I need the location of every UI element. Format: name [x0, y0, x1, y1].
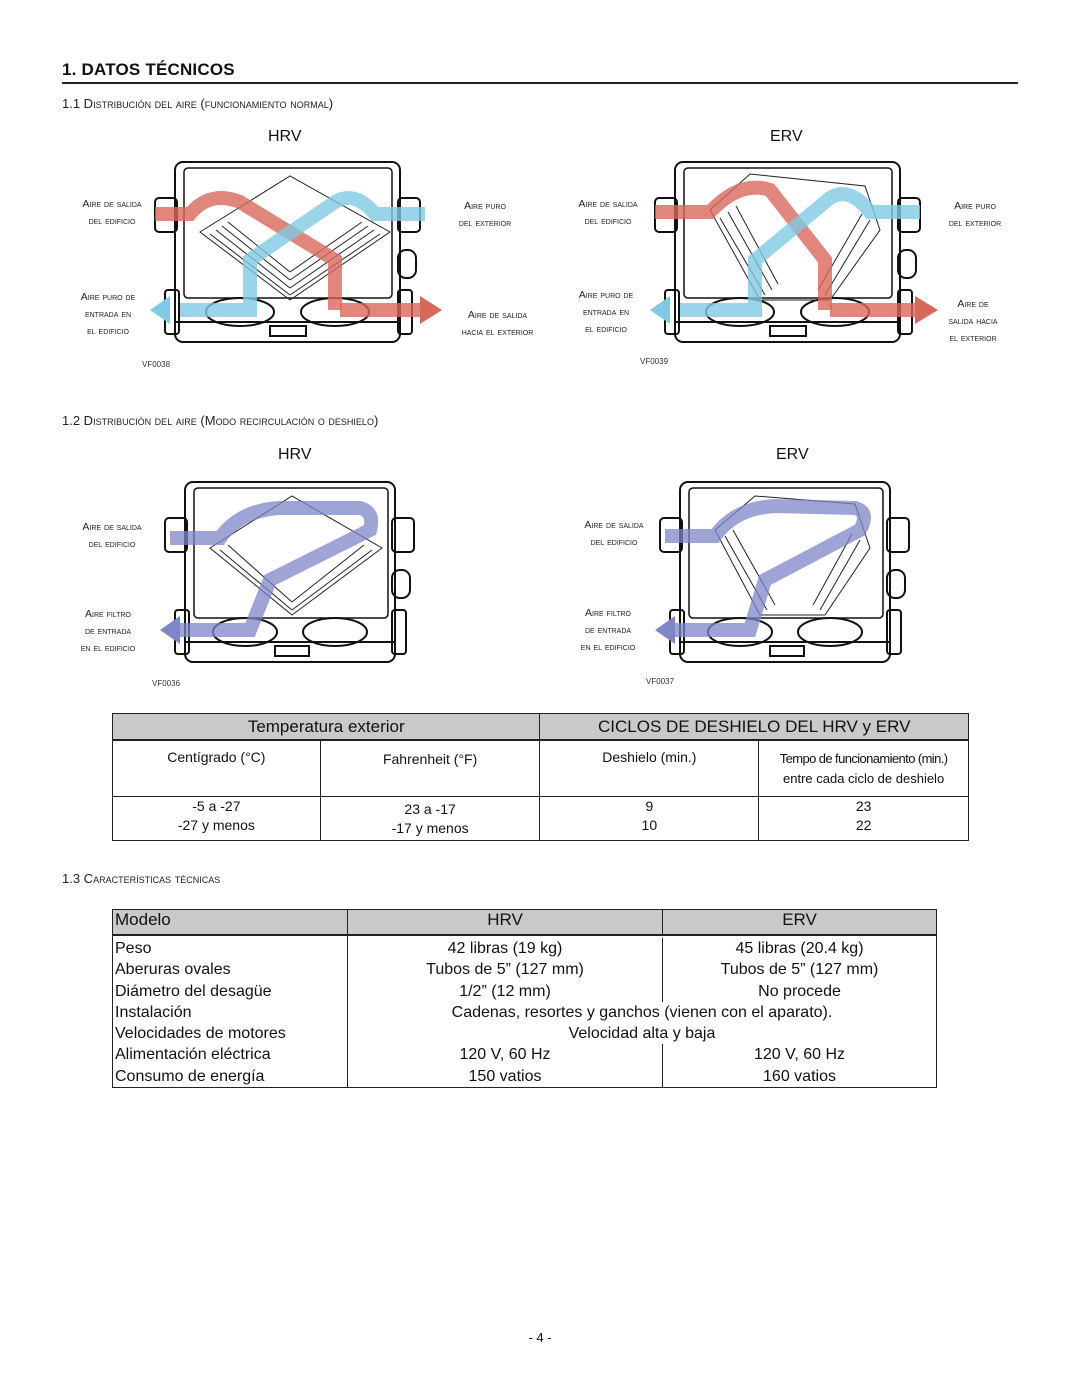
hrv-recirc-stale-out-label: Aire de salida del edificio — [82, 521, 142, 550]
erv-values: 45 libras (20.4 kg) Tubos de 5” (127 mm) No procede — [662, 938, 936, 1002]
erv-normal-exhaust-label: Aire de salida hacia el exterior — [948, 298, 998, 344]
installation-value: Cadenas, resortes y ganchos (vienen con el aparato). — [451, 1003, 833, 1021]
hrv-recirc-diagram — [160, 470, 425, 680]
erv-normal-stale-out-label: Aire de salida del edificio — [578, 198, 638, 227]
erv-recirc-stale-out-label: Aire de salida del edificio — [584, 519, 644, 548]
defrost-table — [112, 713, 969, 841]
fahrenheit-cell: 23 a -17 -17 y menos — [320, 797, 540, 841]
erv-normal-fresh-supply-label: Aire puro de entrada en el edificio — [578, 289, 634, 335]
col-defrost-min: Deshielo (min.) — [540, 740, 759, 797]
erv-normal-code: VF0039 — [640, 357, 669, 366]
spec-labels: Peso Aberuras ovales Diámetro del desagüe Instalación Velocidades de motores Alimentación eléctrica Consumo de energía — [113, 935, 348, 1088]
motor-speeds-value: Velocidad alta y baja — [568, 1025, 716, 1043]
hrv-values: 42 libras (19 kg) Tubos de 5” (127 mm) 1/2” (12 mm) — [426, 940, 584, 1000]
section-1-3-title: 1.3 Características técnicas — [62, 871, 221, 886]
outside-temp-header: Temperatura exterior — [113, 714, 540, 741]
erv-recirc-filtered-label: Aire filtro de entrada en el edificio — [580, 607, 636, 653]
defrost-cycles-header: CICLOS DE DESHIELO DEL HRV y ERV — [540, 714, 969, 741]
defrost-min-cell: 9 10 — [540, 797, 759, 841]
heading-rule — [62, 82, 1018, 84]
recirc-erv-title: ERV — [776, 446, 809, 463]
hrv-normal-stale-out-label: Aire de salida del edificio — [82, 198, 142, 227]
erv-normal-fresh-in-label: Aire puro del exterior — [948, 200, 1002, 229]
col-fahrenheit: Fahrenheit (°F) — [320, 740, 540, 797]
hrv-header: HRV — [348, 910, 663, 936]
col-run-time: Tempo de funcionamiento (min.) entre cada ciclo de deshielo — [759, 740, 969, 797]
erv-values-lower: 120 V, 60 Hz 160 vatios — [662, 1044, 936, 1087]
erv-normal-diagram — [650, 150, 940, 360]
hrv-normal-exhaust-label: Aire de salida hacia el exterior — [461, 309, 534, 338]
normal-hrv-title: HRV — [268, 128, 302, 145]
section-1-1-title: 1.1 Distribución del aire (funcionamiento normal) — [62, 96, 334, 111]
hrv-normal-fresh-in-label: Aire puro del exterior — [458, 200, 512, 229]
erv-header: ERV — [663, 910, 937, 936]
section-1-2-title: 1.2 Distribución del aire (Modo recirculación o deshielo) — [62, 413, 379, 428]
hrv-normal-diagram — [150, 150, 445, 360]
hrv-values-lower: 120 V, 60 Hz 150 vatios — [459, 1046, 551, 1085]
spec-table — [112, 909, 937, 1088]
page-number: - 4 - — [528, 1330, 552, 1345]
erv-recirc-diagram — [655, 470, 920, 680]
hrv-recirc-filtered-label: Aire filtro de entrada en el edificio — [80, 608, 136, 654]
run-time-cell: 23 22 — [759, 797, 969, 841]
col-celsius: Centígrado (°C) — [113, 740, 321, 797]
erv-recirc-code: VF0037 — [646, 677, 675, 686]
spec-values — [348, 935, 937, 1088]
page-heading: 1. DATOS TÉCNICOS — [62, 60, 235, 79]
hrv-normal-fresh-supply-label: Aire puro de entrada en el edificio — [80, 291, 136, 337]
hrv-recirc-code: VF0036 — [152, 679, 181, 688]
recirc-hrv-title: HRV — [278, 446, 312, 463]
normal-erv-title: ERV — [770, 128, 803, 145]
celsius-cell: -5 a -27 -27 y menos — [113, 797, 321, 841]
model-header: Modelo — [113, 910, 348, 936]
hrv-normal-code: VF0038 — [142, 360, 171, 369]
